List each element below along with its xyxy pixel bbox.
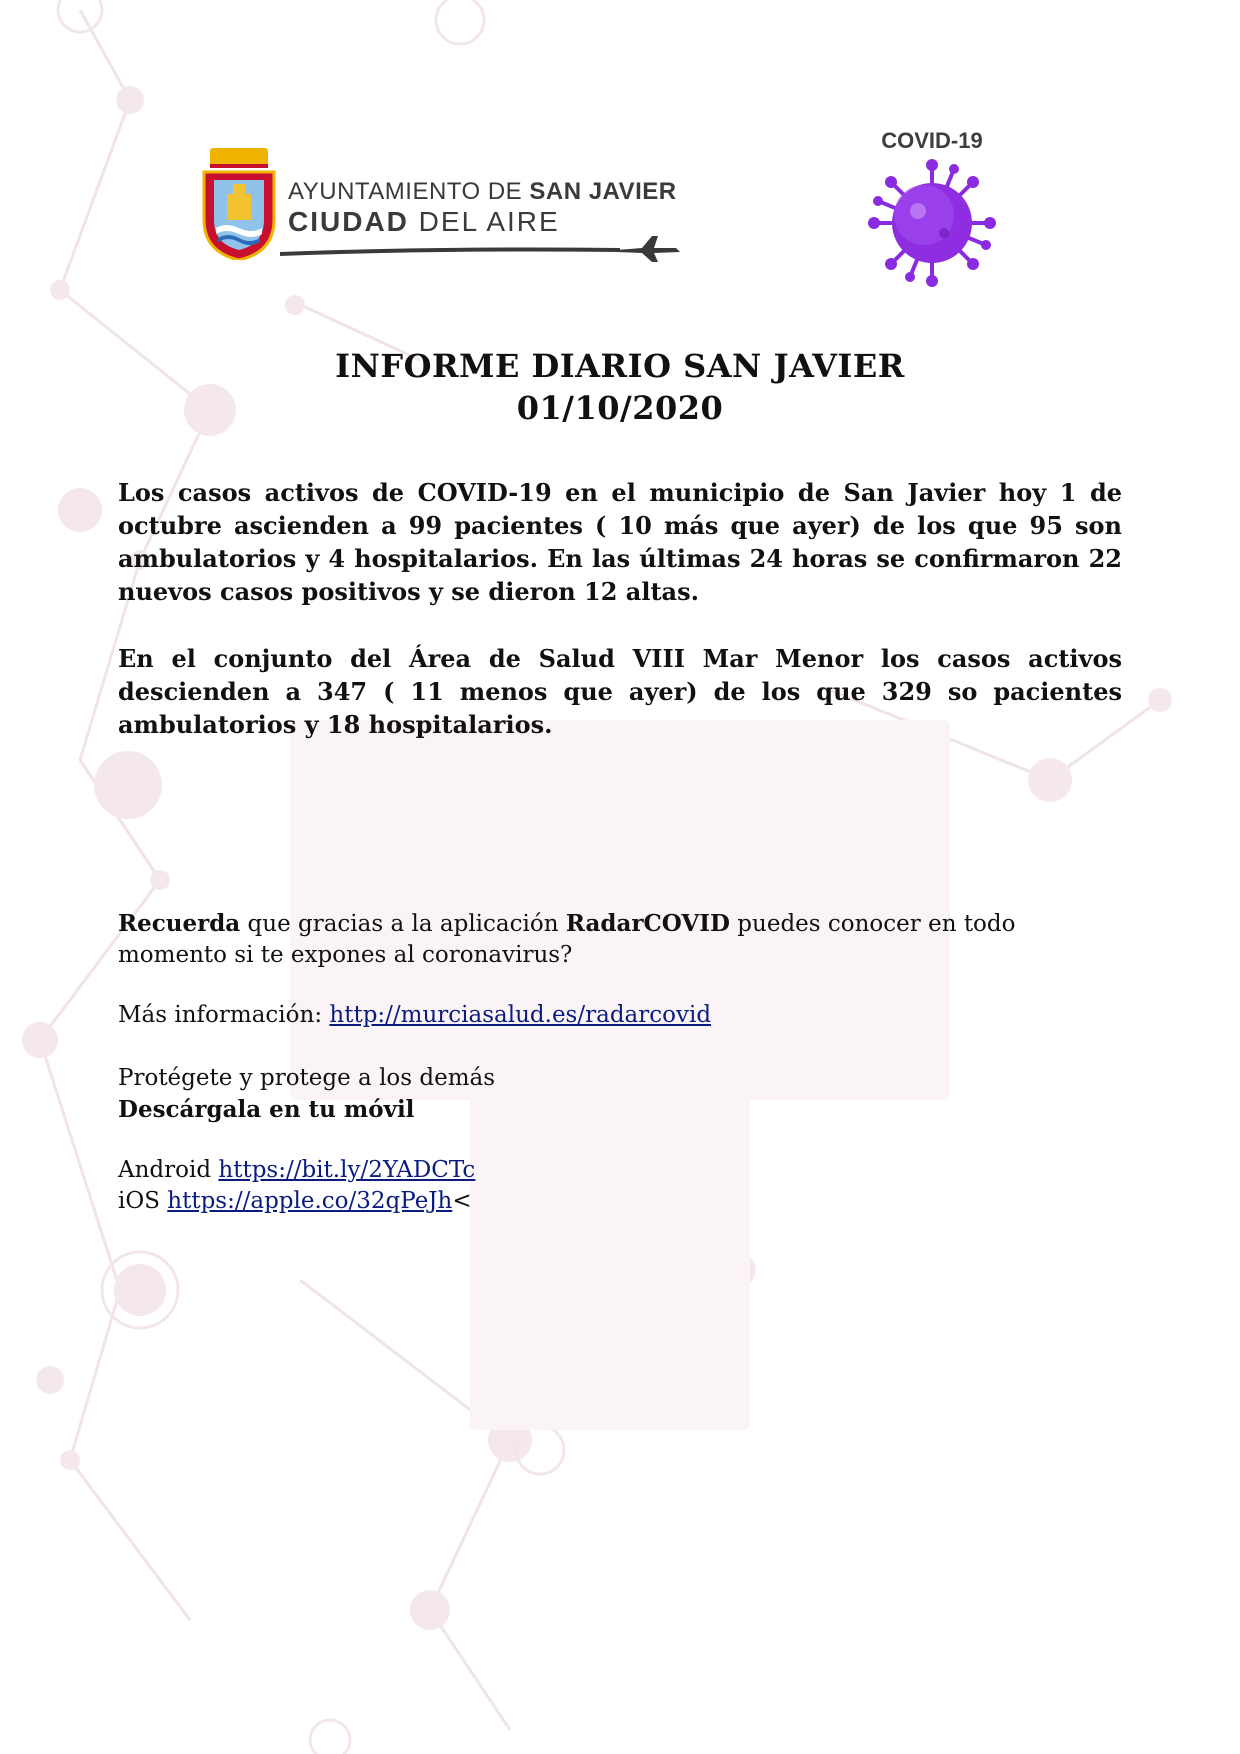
app-name: RadarCOVID <box>565 910 730 937</box>
virus-icon <box>862 158 1002 288</box>
protect-block <box>118 1063 1122 1126</box>
paragraph-area-salud: En el conjunto del Área de Salud VIII Mar Menor los casos activos descienden a 347 ( 11 menos que ayer) de los que 329 so pacientes ambulatorios y 18 hospitalarios. <box>118 644 1122 739</box>
ios-suffix: < <box>452 1188 472 1214</box>
android-link[interactable]: https://bit.ly/2YADCTc <box>218 1157 476 1183</box>
ayuntamiento-text <box>288 178 677 206</box>
ayuntamiento-name: SAN JAVIER <box>529 178 677 205</box>
more-info-line <box>118 1000 1122 1031</box>
coat-of-arms-icon <box>200 148 278 260</box>
del-word: DEL <box>418 206 479 237</box>
protect-text: Protégete y protege a los demás <box>118 1065 496 1091</box>
covid-label: COVID-19 <box>881 128 983 153</box>
radar-covid-note <box>118 908 1122 971</box>
radar-text: puedes conocer en todo momento si te expones al coronavirus? <box>118 911 1016 968</box>
android-label: Android <box>118 1157 219 1183</box>
radarcovid-link[interactable]: http://murciasalud.es/radarcovid <box>329 1002 712 1028</box>
download-cta: Descárgala en tu móvil <box>118 1096 415 1123</box>
jet-plane-icon <box>280 230 680 262</box>
ios-link[interactable]: https://apple.co/32qPeJh <box>167 1188 453 1214</box>
ayuntamiento-prefix: AYUNTAMIENTO DE <box>288 178 523 205</box>
more-info-label: Más información: <box>118 1002 330 1028</box>
radar-text: que gracias a la aplicación <box>240 911 566 937</box>
title-line: INFORME DIARIO SAN JAVIER <box>335 347 905 385</box>
download-links <box>118 1155 1122 1217</box>
ciudad-word: CIUDAD <box>288 206 409 237</box>
report-date: 01/10/2020 <box>516 389 724 427</box>
covid-badge <box>856 128 1008 288</box>
ayuntamiento-logo <box>200 148 680 263</box>
aire-word: AIRE <box>486 206 560 237</box>
recuerda-word: Recuerda <box>118 910 241 937</box>
ios-label: iOS <box>118 1188 168 1214</box>
report-title <box>0 345 1240 429</box>
paragraph-san-javier: Los casos activos de COVID-19 en el municipio de San Javier hoy 1 de octubre ascienden a 99 pacientes ( 10 más que ayer) de los que 95 son ambulatorios y 4 hospitalarios. En las últimas 24 horas se confirmaron 22 nuevos casos positivos y se dieron 12 altas. <box>118 478 1122 606</box>
